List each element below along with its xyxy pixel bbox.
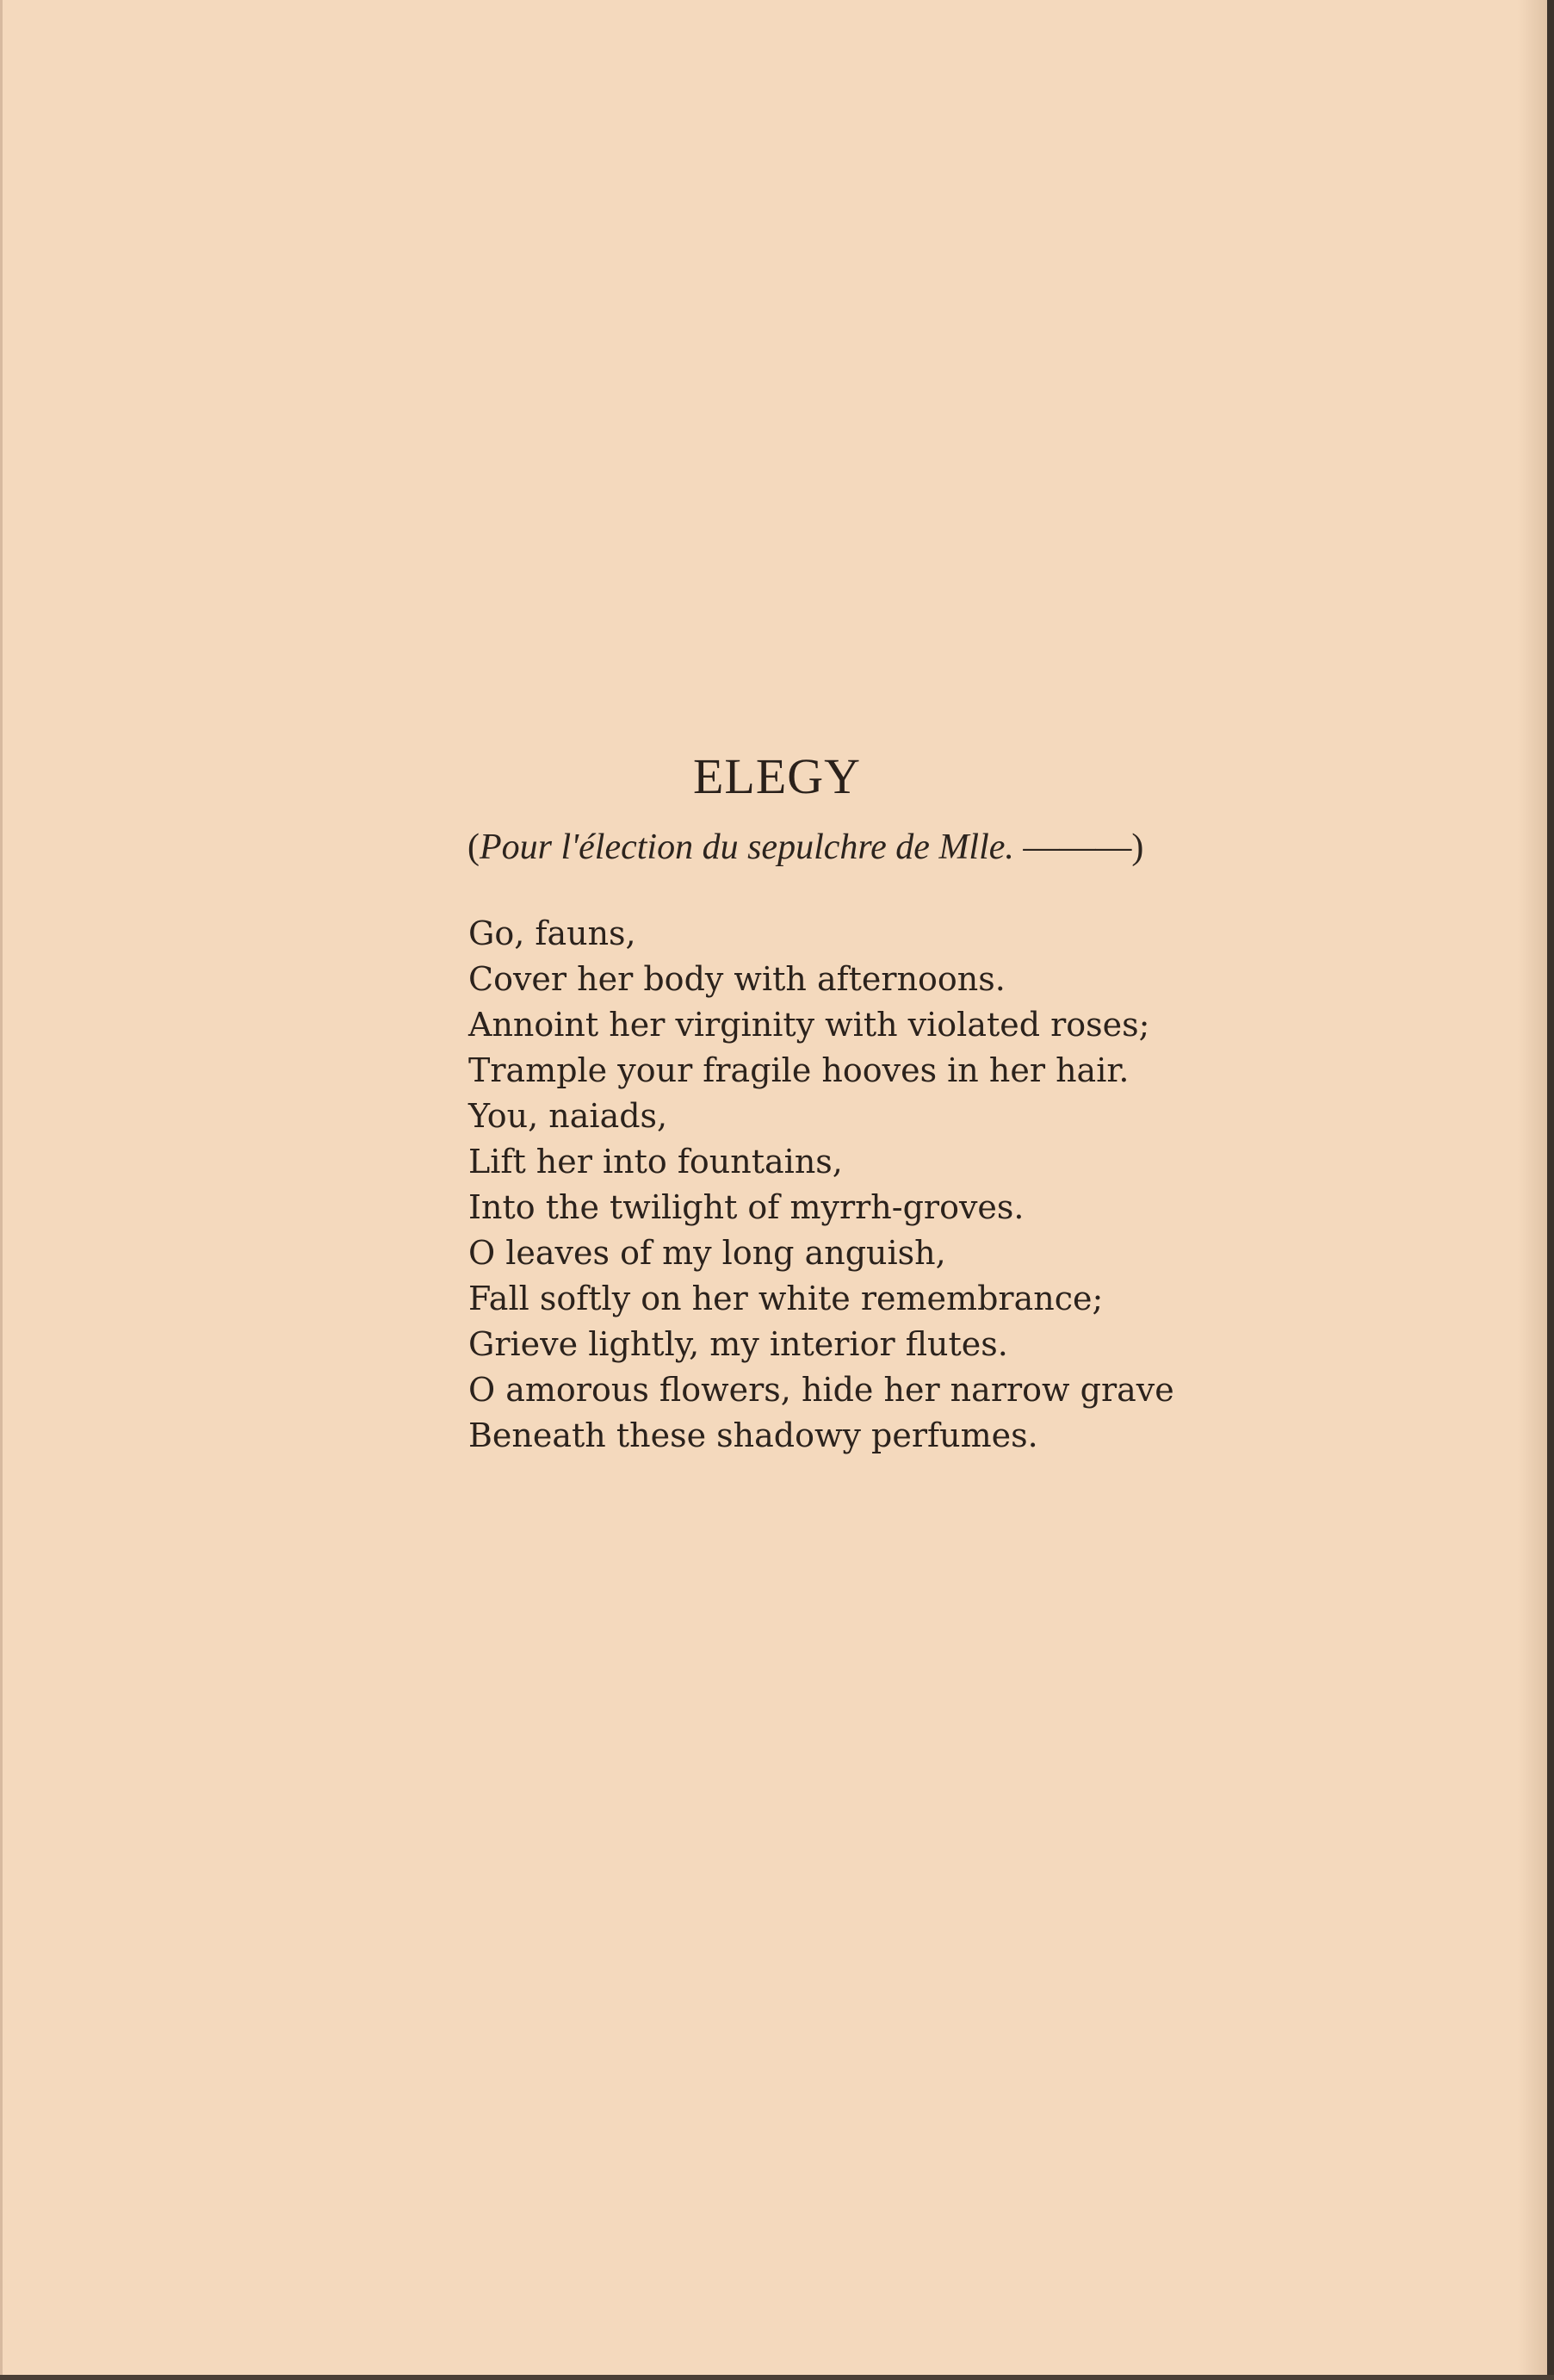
poem-body: [468, 911, 1329, 1459]
epigraph-text: Pour l'élection du sepulchre de Mlle.: [480, 827, 1014, 867]
poem-line: Go, fauns,: [468, 914, 636, 952]
poem-line: Trample your fragile hooves in her hair.: [468, 1051, 1130, 1089]
poem-line: Cover her body with afternoons.: [468, 960, 1006, 998]
epigraph-open-paren: (: [467, 827, 480, 867]
poem-line: Grieve lightly, my interior flutes.: [468, 1325, 1008, 1363]
poem-line: Fall softly on her white remembrance;: [468, 1280, 1104, 1317]
poem-line: O amorous flowers, hide her narrow grave: [468, 1371, 1174, 1409]
page-right-edge: [1547, 0, 1554, 2380]
poem-line: Beneath these shadowy perfumes.: [468, 1416, 1038, 1454]
page-left-edge: [0, 0, 3, 2380]
page-bottom-edge: [0, 2375, 1554, 2380]
poem-line: Lift her into fountains,: [468, 1143, 843, 1181]
poem-line: You, naiads,: [468, 1097, 668, 1135]
poem-epigraph: [467, 827, 1242, 868]
epigraph-close: ———): [1013, 827, 1144, 867]
poem-line: O leaves of my long anguish,: [468, 1234, 946, 1272]
page-gutter-shadow: [1518, 0, 1547, 2380]
poem-title: ELEGY: [692, 748, 862, 804]
poem-line: Annoint her virginity with violated roses;: [468, 1006, 1150, 1044]
poem-line: Into the twilight of myrrh-groves.: [468, 1188, 1025, 1226]
